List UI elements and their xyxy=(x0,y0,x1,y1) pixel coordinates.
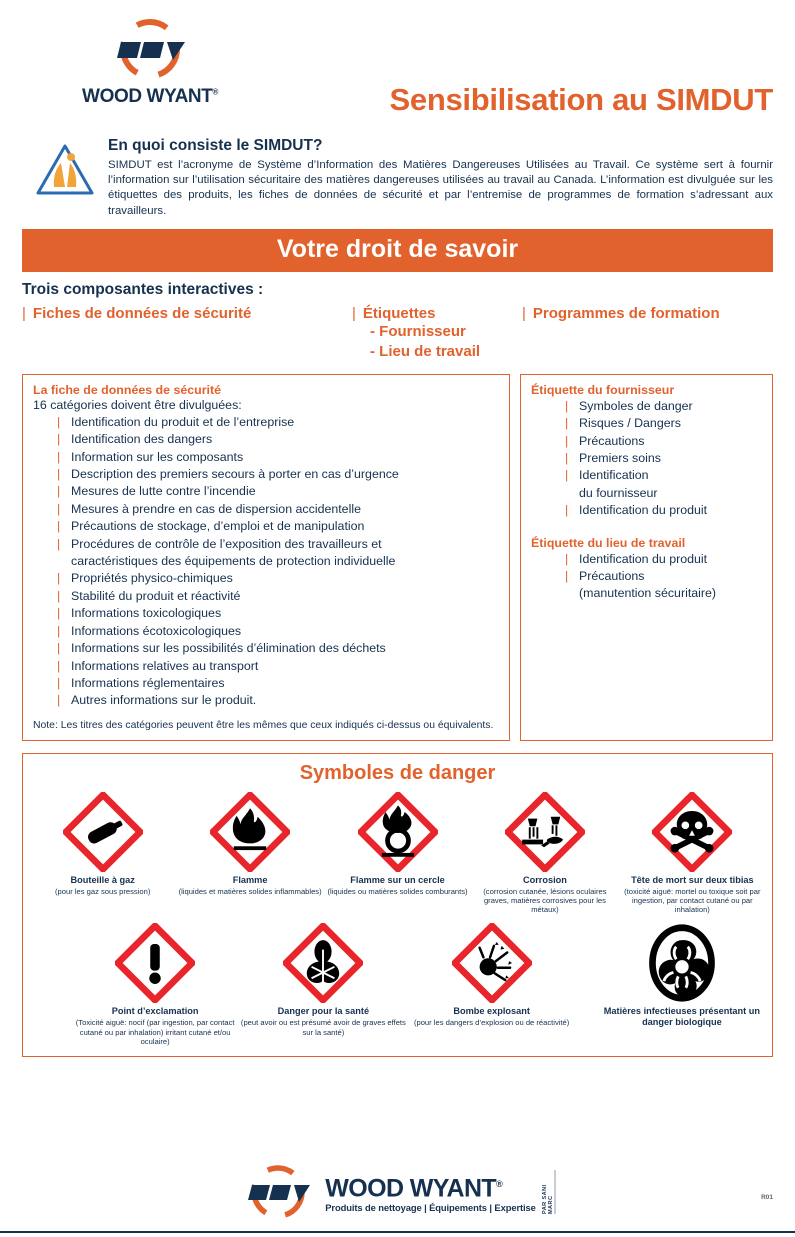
hazard-symbol-flame xyxy=(176,791,323,896)
brand-logo-top xyxy=(70,18,230,108)
list-item xyxy=(55,431,499,448)
list-item xyxy=(55,675,499,692)
intro-body: SIMDUT est l’acronyme de Système d’Information des Matières Dangereuses Utilisées au Travail. Ce système sert à fournir l’information sur l’utilisation sécuritaire des matières dangereuses utilisées au travail au Canada. L’information est divulguée sur les étiquettes des produits, les fiches de données de sécurité et par l’entremise de programmes de formation s’adressant aux travailleurs. xyxy=(108,159,773,217)
list-item-label: Précautions xyxy=(579,433,645,448)
bullet-bar-icon: | xyxy=(57,536,61,551)
bullet-bar-icon: | xyxy=(57,449,61,464)
hazard-symbol-exclamation xyxy=(71,922,239,1046)
hazard-symbol-name: Point d’exclamation xyxy=(111,1006,199,1017)
exclamation-mark-icon xyxy=(71,922,239,1004)
wood-wyant-logo-icon-footer xyxy=(239,1164,317,1220)
list-item-label: Informations relatives au transport xyxy=(71,658,259,673)
bullet-bar-icon: | xyxy=(57,675,61,690)
hazard-symbols-row-1 xyxy=(29,791,766,915)
bullet-bar-icon: | xyxy=(57,414,61,429)
list-item xyxy=(55,449,499,466)
list-item xyxy=(563,551,762,568)
list-item xyxy=(55,414,499,431)
bullet-bar-icon: | xyxy=(57,484,61,499)
brand-name-top: WOOD WYANT® xyxy=(82,86,218,107)
hazard-symbol-desc: (toxicité aiguë: mortel ou toxique soit par ingestion, par contact cutané ou par inhalation) xyxy=(624,886,761,915)
hazard-symbol-desc: (peut avoir ou est présumé avoir de graves effets sur la santé) xyxy=(240,1018,406,1037)
component-labels-label: Étiquettes xyxy=(362,304,436,322)
hazard-symbol-corrosion xyxy=(471,791,618,915)
list-item-label: Risques / Dangers xyxy=(579,416,681,431)
sds-box-subtitle: 16 catégories doivent être divulguées: xyxy=(33,397,242,412)
skull-and-crossbones-icon xyxy=(619,791,766,873)
health-hazard-icon xyxy=(239,922,407,1004)
list-item xyxy=(55,536,499,571)
list-item xyxy=(563,415,762,432)
list-item xyxy=(55,501,499,518)
hazard-symbols-title: Symboles de danger xyxy=(299,761,496,784)
revision-code: R01 xyxy=(761,1194,773,1201)
three-components-section xyxy=(22,281,773,362)
hazard-symbols-row-2 xyxy=(29,922,766,1046)
hazard-symbol-name: Flamme xyxy=(232,874,268,885)
supplier-identification-continuation: du fournisseur xyxy=(579,485,658,500)
bullet-bar-icon: | xyxy=(22,304,26,322)
list-item xyxy=(55,623,499,640)
list-item-label: Stabilité du produit et réactivité xyxy=(71,588,241,603)
bullet-bar-icon: | xyxy=(57,658,61,673)
component-labels-workplace: - Lieu de travail xyxy=(370,342,481,360)
bullet-bar-icon: | xyxy=(57,432,61,447)
bullet-bar-icon: | xyxy=(57,467,61,482)
supplier-label-list xyxy=(563,398,762,485)
list-item-label: Identification du produit xyxy=(579,503,708,518)
hazard-symbol-name: Bombe explosant xyxy=(453,1006,530,1017)
hazard-symbol-name: Flamme sur un cercle xyxy=(350,874,445,885)
workplace-label-title: Étiquette du lieu de travail xyxy=(531,535,686,550)
sds-item-list-part1 xyxy=(55,414,499,710)
bullet-bar-icon: | xyxy=(565,551,569,566)
list-item-label: Identification du produit xyxy=(579,551,708,566)
bullet-bar-icon: | xyxy=(57,501,61,516)
poster-header xyxy=(0,0,795,135)
bullet-bar-icon: | xyxy=(565,398,569,413)
intro-section xyxy=(0,135,795,219)
warning-triangle-icon xyxy=(34,141,96,204)
hazard-symbol-desc: (corrosion cutanée, lésions oculaires graves, matières corrosives pour les métaux) xyxy=(483,886,607,915)
bullet-bar-icon: | xyxy=(57,571,61,586)
flame-over-circle-icon xyxy=(324,791,471,873)
bullet-bar-icon: | xyxy=(522,304,526,322)
hazard-symbol-desc: (pour les dangers d’explosion ou de réactivité) xyxy=(413,1018,570,1028)
bullet-bar-icon: | xyxy=(565,433,569,448)
hazard-symbol-name: Matières infectieuses présentant un danger biologique xyxy=(603,1006,760,1028)
sds-box-title: La fiche de données de sécurité xyxy=(33,382,221,397)
component-labels-supplier: - Fournisseur xyxy=(370,322,466,340)
list-item xyxy=(55,588,499,605)
list-item xyxy=(55,640,499,657)
list-item xyxy=(55,518,499,535)
hazard-symbol-name: Corrosion xyxy=(522,874,567,885)
bullet-bar-icon: | xyxy=(565,468,569,483)
list-item-label: Identification du produit et de l’entreprise xyxy=(71,414,295,429)
bullet-bar-icon: | xyxy=(565,451,569,466)
list-item-label: Symboles de danger xyxy=(579,398,693,413)
page-title: Sensibilisation au SIMDUT xyxy=(389,82,773,117)
bullet-bar-icon: | xyxy=(57,623,61,638)
component-sds-label: Fiches de données de sécurité xyxy=(32,304,252,322)
bullet-bar-icon: | xyxy=(57,606,61,621)
list-item-label: Informations toxicologiques xyxy=(71,606,222,621)
list-item xyxy=(563,467,762,484)
sds-box xyxy=(22,374,510,741)
list-item-label: Informations réglementaires xyxy=(71,675,225,690)
hazard-symbol-gas-cylinder xyxy=(29,791,176,896)
list-item-label: Description des premiers secours à porter en cas d’urgence xyxy=(71,467,399,482)
workplace-label-list xyxy=(563,551,762,586)
list-item xyxy=(55,483,499,500)
hazard-symbol-flame-over-circle xyxy=(324,791,471,896)
corrosion-icon xyxy=(471,791,618,873)
list-item xyxy=(55,570,499,587)
exploding-bomb-icon xyxy=(408,922,576,1004)
list-item xyxy=(563,433,762,450)
brand-parent-company: PAR SANI MARC xyxy=(542,1170,556,1214)
supplier-label-title: Étiquette du fournisseur xyxy=(531,382,675,397)
bullet-bar-icon: | xyxy=(352,304,356,322)
info-boxes xyxy=(22,374,773,741)
trademark-symbol: ® xyxy=(496,1178,503,1189)
gas-cylinder-icon xyxy=(29,791,176,873)
components-heading: Trois composantes interactives : xyxy=(22,280,264,298)
list-item-label: Précautions xyxy=(579,569,645,584)
labels-box xyxy=(520,374,773,741)
bullet-bar-icon: | xyxy=(57,519,61,534)
brand-name-footer: WOOD WYANT® xyxy=(325,1174,503,1203)
hazard-symbol-desc: (liquides ou matières solides comburants) xyxy=(327,886,468,896)
intro-heading: En quoi consiste le SIMDUT? xyxy=(108,137,323,154)
hazard-symbol-desc: (Toxicité aiguë: nocif (par ingestion, par contact cutané ou par inhalation) irritant cutané et/ou oculaire) xyxy=(75,1018,235,1046)
list-item-label: Informations sur les possibilités d’élimination des déchets xyxy=(71,641,386,656)
hazard-symbol-health-hazard xyxy=(239,922,407,1036)
list-item-label: Premiers soins xyxy=(579,451,661,466)
biohazard-icon xyxy=(598,922,766,1004)
hazard-symbols-panel xyxy=(22,753,773,1057)
hazard-symbol-skull xyxy=(619,791,766,915)
hazard-symbol-name: Danger pour la santé xyxy=(277,1006,370,1017)
right-to-know-banner: Votre droit de savoir xyxy=(22,229,773,272)
list-item xyxy=(55,692,499,709)
list-item xyxy=(55,658,499,675)
component-sds xyxy=(22,305,352,322)
list-item-label: Propriétés physico-chimiques xyxy=(71,571,233,586)
list-item-label: Identification xyxy=(579,468,649,483)
poster-footer xyxy=(0,1159,795,1237)
bullet-bar-icon: | xyxy=(57,641,61,656)
hazard-symbol-desc: (liquides et matières solides inflammables) xyxy=(178,886,322,896)
trademark-symbol: ® xyxy=(212,87,218,97)
bullet-bar-icon: | xyxy=(57,588,61,603)
bullet-bar-icon: | xyxy=(565,416,569,431)
hazard-symbol-desc: (pour les gaz sous pression) xyxy=(55,886,151,896)
list-item xyxy=(563,502,762,519)
workplace-precautions-continuation: (manutention sécuritaire) xyxy=(579,586,717,601)
component-training xyxy=(522,305,720,322)
sds-box-note: Note: Les titres des catégories peuvent être les mêmes que ceux indiqués ci-dessus ou équivalents. xyxy=(33,719,494,731)
component-labels xyxy=(352,305,522,322)
bullet-bar-icon: | xyxy=(565,503,569,518)
list-item-label: Mesures de lutte contre l’incendie xyxy=(71,484,256,499)
hazard-symbol-biohazard xyxy=(598,922,766,1029)
flame-icon xyxy=(176,791,323,873)
list-item xyxy=(563,568,762,585)
list-item xyxy=(55,466,499,483)
component-training-label: Programmes de formation xyxy=(532,304,720,322)
brand-tagline: Produits de nettoyage | Équipements | Expertise xyxy=(325,1202,536,1214)
list-item-label: Mesures à prendre en cas de dispersion accidentelle xyxy=(71,501,361,516)
list-item-label: Identification des dangers xyxy=(71,432,213,447)
list-item-label: Précautions de stockage, d’emploi et de manipulation xyxy=(71,519,365,534)
bullet-bar-icon: | xyxy=(57,693,61,708)
list-item xyxy=(563,450,762,467)
list-item-label: Autres informations sur le produit. xyxy=(71,693,257,708)
hazard-symbol-exploding-bomb xyxy=(408,922,576,1027)
wood-wyant-logo-icon xyxy=(107,18,193,80)
bullet-bar-icon: | xyxy=(565,569,569,584)
list-item-label: Procédures de contrôle de l’exposition des travailleurs et xyxy=(71,536,382,551)
hazard-symbol-name: Bouteille à gaz xyxy=(70,874,135,885)
list-item-label: Informations écotoxicologiques xyxy=(71,623,242,638)
list-item-label: Information sur les composants xyxy=(71,449,244,464)
footer-divider xyxy=(0,1231,795,1233)
supplier-label-list-2 xyxy=(563,502,762,519)
list-item xyxy=(563,398,762,415)
list-item xyxy=(55,605,499,622)
list-item-continuation: caractéristiques des équipements de protection individuelle xyxy=(71,554,396,569)
hazard-symbol-name: Tête de mort sur deux tibias xyxy=(631,874,754,885)
